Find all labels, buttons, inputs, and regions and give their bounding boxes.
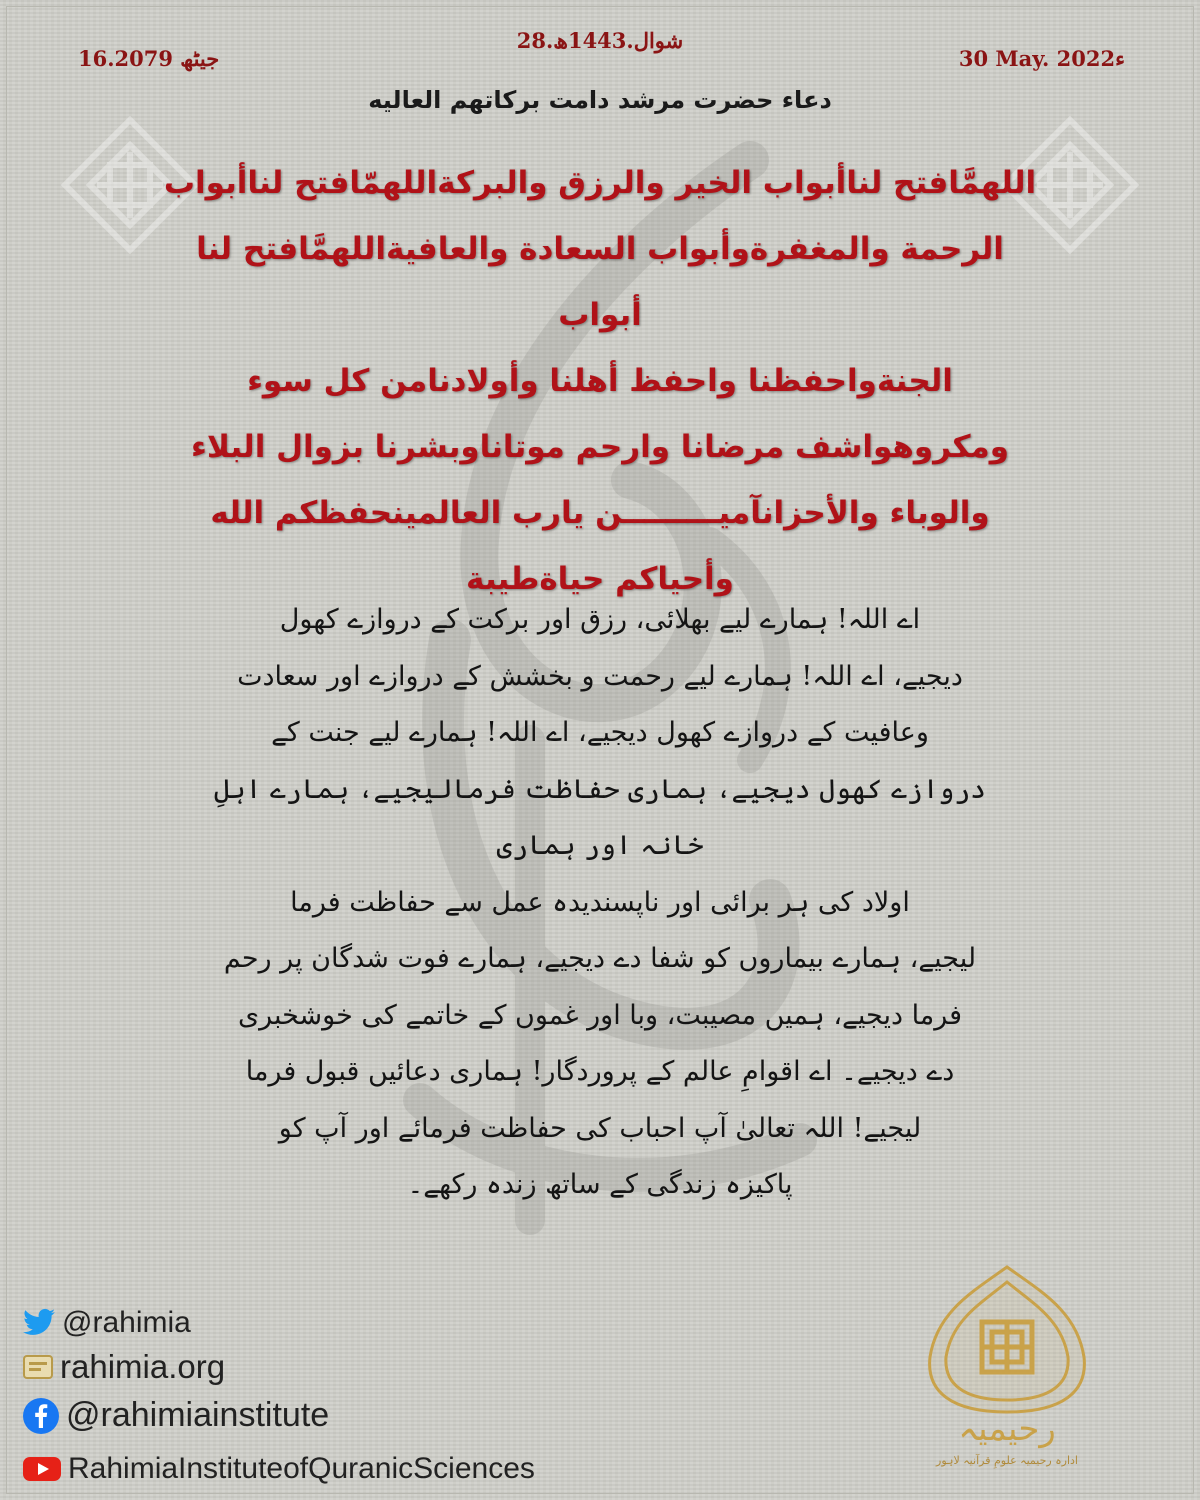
arabic-line: الجنةواحفظنا واحفظ أهلنا وأولادنامن كل سوء	[247, 363, 953, 399]
twitter-link[interactable]	[22, 1306, 191, 1340]
urdu-line: لیجیے! اللہ تعالیٰ آپ احباب کی حفاظت فرمائے اور آپ کو	[278, 1112, 922, 1144]
logo-tagline: ادارہ رحیمیہ علومِ قرآنیہ لاہور	[936, 1454, 1078, 1467]
logo-wordmark: رحیمیہ	[958, 1409, 1056, 1449]
youtube-channel: RahimiaInstituteofQuranicSciences	[68, 1452, 535, 1485]
arabic-dua-text	[160, 150, 1040, 612]
urdu-line: اولاد کی ہر برائی اور ناپسندیدہ عمل سے حفاظت فرما	[290, 886, 910, 918]
bikrami-date: 16.جیٹھ 2079	[78, 46, 220, 71]
arabic-line: اللهمَّافتح لناأبواب الخير والرزق والبركةاللهمّافتح لناأبواب	[163, 165, 1037, 201]
arabic-line: وأحياكم حياةطيبة	[466, 561, 734, 597]
urdu-line: اے اللہ! ہمارے لیے بھلائی، رزق اور برکت کے دروازے کھول	[279, 604, 921, 635]
urdu-translation-text	[205, 592, 995, 1214]
urdu-line: لیجیے، ہمارے بیماروں کو شفا دے دیجیے، ہمارے فوت شدگان پر رحم	[223, 943, 977, 974]
dua-heading: دعاء حضرت مرشد دامت برکاتهم العاليه	[368, 86, 832, 114]
urdu-line: فرما دیجیے، ہمیں مصیبت، وبا اور غموں کے خاتمے کی خوشخبری	[237, 999, 963, 1031]
hijri-date: 28.شوال.1443ھ	[516, 28, 684, 53]
twitter-handle: @rahimia	[62, 1306, 191, 1339]
urdu-line: دیجیے، اے اللہ! ہمارے لیے رحمت و بخشش کے دروازے اور سعادت	[237, 660, 963, 692]
gregorian-date: 30 May. 2022ء	[958, 46, 1125, 71]
facebook-link[interactable]	[22, 1396, 329, 1435]
twitter-bird-icon	[22, 1308, 56, 1338]
urdu-line: پاکیزہ زندگی کے ساتھ زندہ رکھے۔	[407, 1169, 793, 1200]
website-link[interactable]	[22, 1348, 225, 1386]
arabic-line: الرحمة والمغفرةوأبواب السعادة والعافيةاللهمَّافتح لنا أبواب	[196, 231, 1004, 333]
website-url: rahimia.org	[60, 1348, 226, 1385]
youtube-icon	[22, 1455, 62, 1483]
urdu-line: دے دیجیے۔ اے اقوامِ عالم کے پروردگار! ہماری دعائیں قبول فرما	[245, 1056, 955, 1087]
facebook-handle: @rahimiainstitute	[66, 1396, 330, 1434]
facebook-icon	[22, 1397, 60, 1435]
arabic-line: ومكروهواشف مرضانا وارحم موتاناوبشرنا بزوال البلاء	[191, 429, 1009, 465]
youtube-link[interactable]	[22, 1452, 535, 1486]
web-icon	[22, 1353, 54, 1381]
urdu-line: وعافیت کے دروازے کھول دیجیے، اے اللہ! ہمارے لیے جنت کے	[271, 717, 929, 748]
rahimia-logo	[912, 1262, 1102, 1472]
arabic-line: والوباء والأحزانآميـــــــــن يارب العالمينحفظكم الله	[210, 495, 990, 531]
urdu-line: دروازے کھول دیجیے، ہماری حفاظت فرمالیجیے، ہمارے اہلِ خانہ اور ہماری	[214, 773, 986, 861]
